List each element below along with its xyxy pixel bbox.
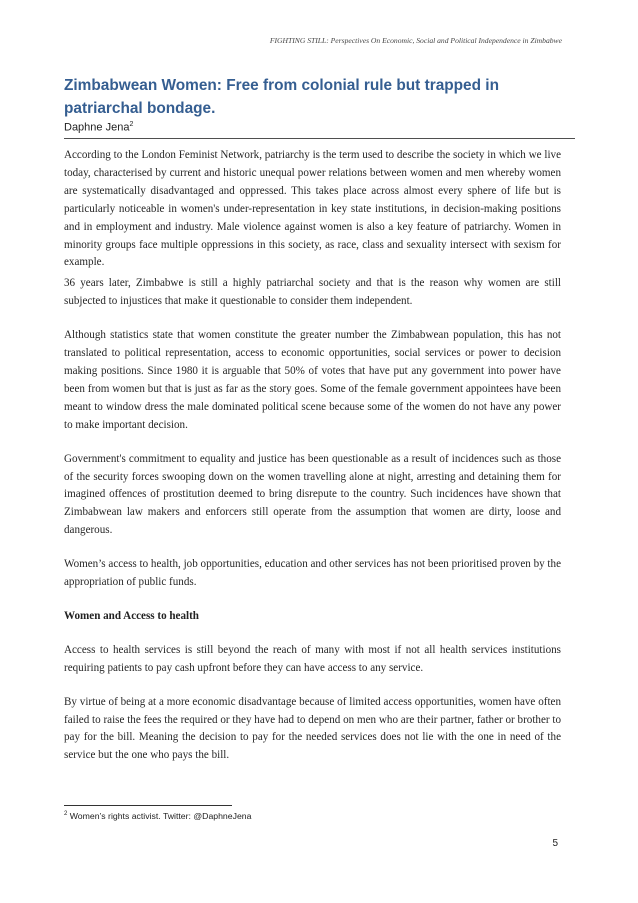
footnote-divider <box>64 805 232 806</box>
paragraph-36-years-later: 36 years later, Zimbabwe is still a highly patriarchal society and that is the reason why women are still subjected to injustices that make it questionable to consider them independent. <box>64 277 561 308</box>
paragraph-womens-access: Women’s access to health, job opportunities, education and other services has not been prioritised proven by the appropriation of public funds. <box>64 558 561 589</box>
article-title: Zimbabwean Women: Free from colonial rule but trapped in patriarchal bondage. <box>64 77 499 117</box>
author-name: Daphne Jena <box>64 121 130 134</box>
paragraph-economic-disadvantage: By virtue of being at a more economic disadvantage because of limited access opportunities, women have often failed to raise the fees the required or they have had to depend on men who are their partner, father or brother to pay for the bill. Meaning the decision to pay for the needed services does not lie with the one in need of the service but the one who pays the bill. <box>64 695 561 762</box>
author-line <box>64 121 133 134</box>
running-header: FIGHTING STILL: Perspectives On Economic, Social and Political Independence in Zimbabwe <box>269 36 562 45</box>
title-divider <box>64 138 575 139</box>
footnote <box>64 811 251 821</box>
paragraph-statistics: Although statistics state that women constitute the greater number the Zimbabwean population, this has not translated to political representation, access to economic opportunities, social services or power to decision making positions. Since 1980 it is arguable that 50% of votes that have put any government into power have been from women but that is just as far as the story goes. Some of the female government appointees have been meant to window dress the male dominated political scene because some of the women do not have any power to make important decision. <box>64 329 561 431</box>
paragraph-health-access: Access to health services is still beyond the reach of many with most if not all health services institutions requiring patients to pay cash upfront before they can have access to any service. <box>64 643 561 674</box>
author-footnote-marker: 2 <box>129 121 134 128</box>
paragraph-patriarchy-definition: According to the London Feminist Network, patriarchy is the term used to describe the society in which we live today, characterised by current and historic unequal power relations between women and men whereby women are systematically disadvantaged and oppressed. This takes place across almost every sphere of life but is particularly noticeable in women's under-representation in key state institutions, in decision-making positions and in employment and industry. Male violence against women is also a key feature of patriarchy. Women in minority groups face multiple oppressions in this society, as race, class and sexuality intersect with sexism for example. <box>64 149 561 269</box>
paragraph-government-commitment: Government's commitment to equality and justice has been questionable as a result of incidences such as those of the security forces swooping down on the women travelling alone at night, arresting and detaining them for imagined offences of prostitution deemed to bring disrepute to the country. Such incidences have shown that Zimbabwean law makers and enforcers still operate from the assumption that women are dirty, loose and dangerous. <box>64 452 561 537</box>
footnote-text: Women’s rights activist. Twitter: @DaphneJena <box>67 811 252 821</box>
section-heading-health: Women and Access to health <box>64 609 199 622</box>
footnote-marker: 2 <box>64 811 68 818</box>
page-number: 5 <box>552 838 558 849</box>
article-body <box>64 147 561 765</box>
